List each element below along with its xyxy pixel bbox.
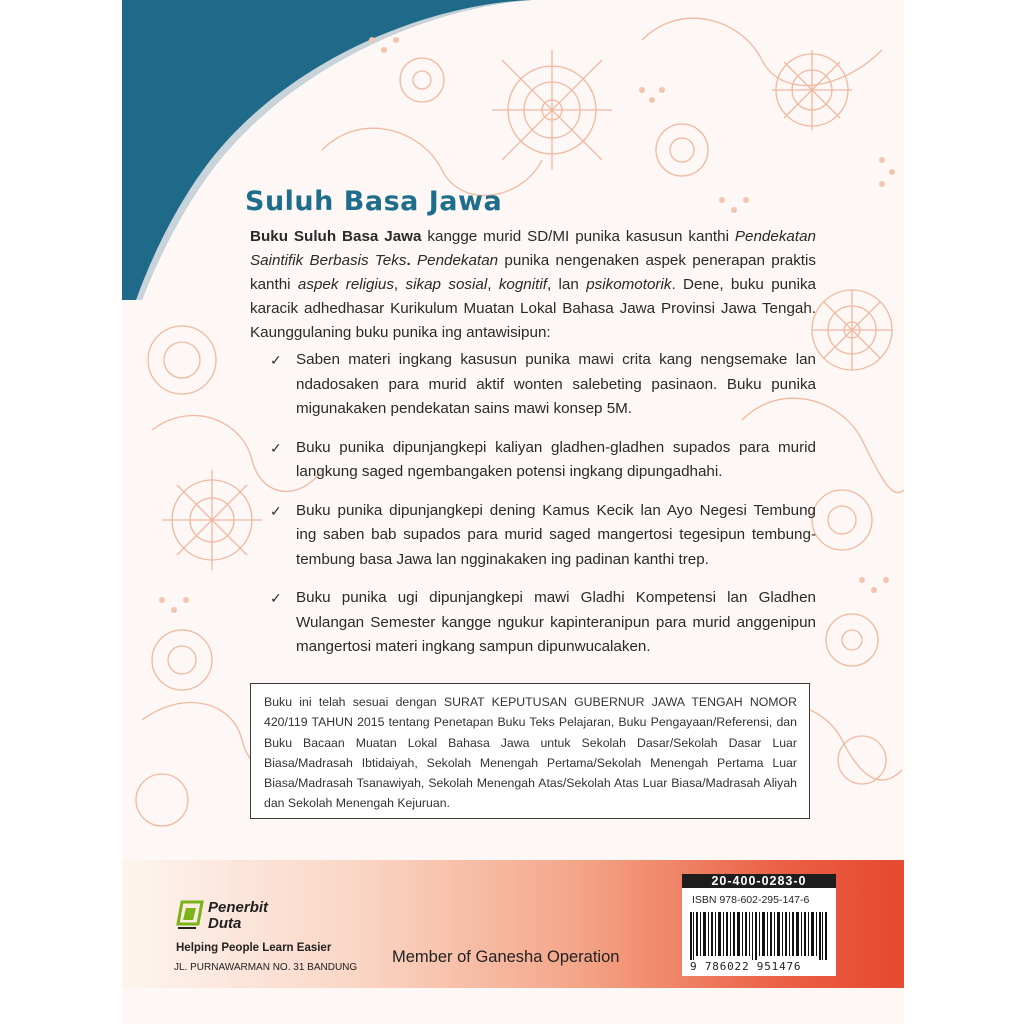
intro-text: punika nengenaken aspek penerapan praktis kanthi [250,252,816,293]
list-item-text: Buku punika ugi dipunjangkepi mawi Gladhi Kompetensi lan Gladhen Wulangan Semester kangge ngukur kapinteranipun para murid anggenipun mangertosi materi ingkang sampun dipunwucalaken. [296,589,816,655]
decree-notice-box: Buku ini telah sesuai dengan SURAT KEPUTUSAN GUBERNUR JAWA TENGAH NOMOR 420/119 TAHUN 2015 tentang Penetapan Buku Teks Pelajaran, Buku Pengayaan/Referensi, dan Buku Bacaan Muatan Lokal Bahasa Jawa untuk Sekolah Dasar/Sekolah Dasar Luar Biasa/Madrasah Ibtidaiyah, Sekolah Menengah Pertama/Sekolah Menengah Pertama Luar Biasa/Madrasah Tsanawiyah, Sekolah Menengah Atas/Sekolah Atas Luar Biasa/Madrasah Aliyah dan Sekolah Menengah Kejuruan. [250,683,810,819]
intro-emphasis: sikap sosial [405,276,488,293]
intro-book-name: Buku Suluh Basa Jawa [250,228,422,245]
barcode-number: 9 786022 951476 [690,960,802,973]
intro-emphasis: Pendekatan Saintifik Berbasis Teks [250,228,816,269]
features-list [250,348,816,674]
barcode-icon [690,912,828,960]
intro-emphasis: aspek religius [297,276,394,293]
check-icon: ✓ [270,590,282,606]
intro-paragraph [250,225,816,345]
intro-emphasis: kognitif [498,276,547,293]
publisher-name-line2: Duta [208,915,242,932]
intro-emphasis: psikomotorik [586,276,672,293]
intro-text: , [487,276,499,293]
list-item-text: Saben materi ingkang kasusun punika mawi crita kang nengsemake lan ndadosaken para murid aktif wonten salebeting pasinaon. Buku punika migunakaken pendekatan sains mawi konsep 5M. [296,351,816,417]
penerbit-duta-logo-icon [176,900,206,934]
list-item [250,348,816,422]
barcode-panel [682,874,836,976]
publisher-address: JL. PURNAWARMAN NO. 31 BANDUNG [174,962,358,973]
publisher-name-line1: Penerbit [208,899,269,916]
list-item-text: Buku punika dipunjangkepi kaliyan gladhen-gladhen supados para murid langkung saged ngembangaken potensi ingkang dipungadhahi. [296,438,816,480]
intro-text: . [406,252,418,269]
publisher-tagline: Helping People Learn Easier [176,942,332,954]
intro-text: kangge murid SD/MI punika kasusun kanthi [421,228,735,245]
check-icon: ✓ [270,439,282,456]
check-icon: ✓ [270,352,282,368]
intro-text: , lan [546,276,587,293]
footer-band [122,860,904,988]
isbn-label: ISBN 978-602-295-147-6 [692,894,810,906]
back-cover [122,0,904,1024]
member-label: Member of Ganesha Operation [392,948,620,966]
list-item [250,586,816,660]
check-icon: ✓ [270,502,282,519]
book-title: Suluh Basa Jawa [245,186,503,217]
product-code: 20-400-0283-0 [682,874,836,888]
intro-text: . Dene, buku punika karacik adhedhasar Kurikulum Muatan Lokal Bahasa Jawa Provinsi Jawa Tengah. Kaunggulaning buku punika ing antawisipun: [250,276,816,341]
list-item [250,436,816,485]
list-item-text: Buku punika dipunjangkepi dening Kamus Kecik lan Ayo Negesi Tembung ing saben bab supados para murid saged mangertosi tegesipun tembung-tembung basa Jawa lan ngginakaken ing padinan kanthi trep. [296,501,816,568]
list-item [250,499,816,573]
intro-emphasis: Pendekatan [417,252,499,269]
publisher-name [208,900,268,932]
intro-text: , [393,276,406,293]
